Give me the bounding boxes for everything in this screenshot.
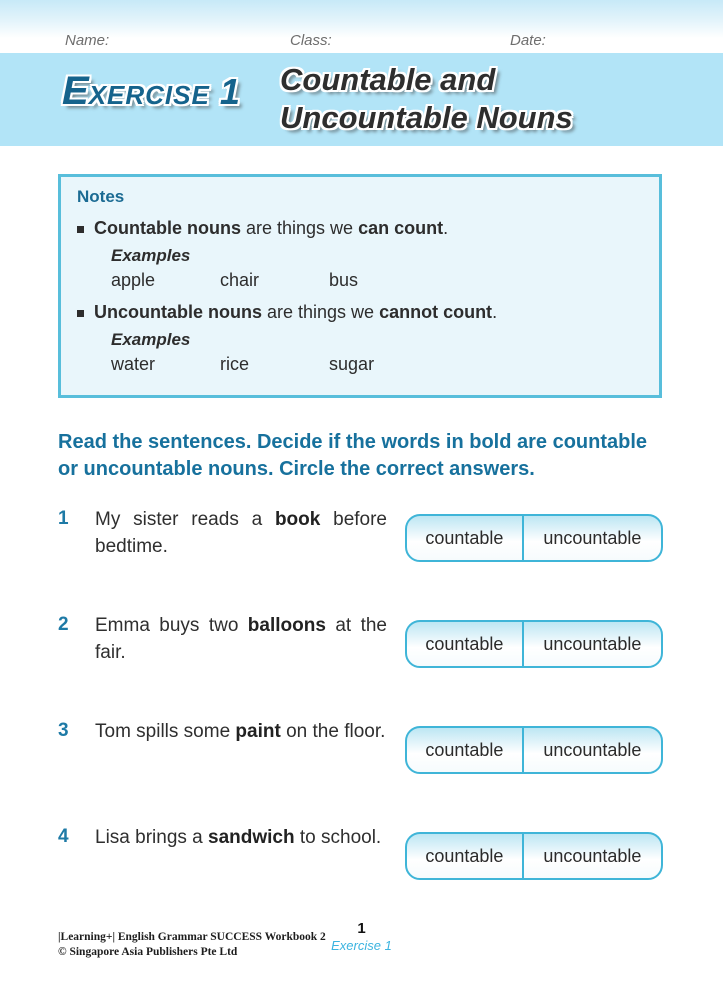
page-number: 1: [357, 920, 366, 937]
exercise-banner: [0, 53, 723, 146]
bullet-square-icon: [77, 226, 84, 233]
example-word: bus: [329, 270, 359, 290]
answer-option-countable[interactable]: countable: [407, 728, 524, 772]
examples-label: Examples: [111, 330, 191, 349]
answer-box-1: [405, 514, 663, 562]
example-word: water: [111, 354, 156, 374]
examples-row-uncountable: [111, 354, 643, 375]
note-period: .: [492, 302, 498, 322]
name-field-label: Name:: [65, 32, 110, 49]
answer-option-countable[interactable]: countable: [407, 622, 524, 666]
page-title: [280, 61, 573, 137]
bullet-square-icon: [77, 310, 84, 317]
sentence-pre: Tom spills some: [95, 721, 236, 742]
page-title-line1: Countable and: [280, 62, 496, 97]
question-sentence: [95, 718, 387, 745]
answer-option-uncountable[interactable]: uncountable: [543, 527, 642, 548]
note-lead-bold: Uncountable nouns: [94, 302, 262, 322]
exercise-tag: [62, 69, 240, 114]
answer-option-countable[interactable]: countable: [407, 834, 524, 878]
sentence-post: at the fair.: [95, 615, 387, 663]
date-field-label: Date:: [510, 32, 546, 49]
answer-option-uncountable[interactable]: uncountable: [543, 739, 642, 760]
note-tail-bold: cannot count: [379, 302, 493, 322]
question-number: 1: [58, 508, 69, 529]
question-number: 2: [58, 614, 69, 635]
sentence-post: to school.: [294, 827, 382, 848]
question-row-2: [0, 612, 723, 712]
question-sentence: [95, 506, 387, 560]
page-title-line2: Uncountable Nouns: [280, 100, 573, 135]
sentence-bold-word: paint: [235, 721, 281, 742]
answer-box-2: [405, 620, 663, 668]
answer-option-uncountable[interactable]: uncountable: [543, 633, 642, 654]
note-item-countable: [77, 218, 643, 239]
note-line: [94, 218, 448, 239]
exercise-number: 1: [219, 71, 240, 112]
answer-box-3: [405, 726, 663, 774]
question-row-3: [0, 718, 723, 818]
note-period: .: [443, 218, 449, 238]
top-header-strip: [0, 0, 723, 53]
question-sentence: [95, 612, 387, 666]
instructions-text: Read the sentences. Decide if the words in bold are countable or uncountable nouns. Circle the correct answers.: [58, 431, 648, 480]
sentence-bold-word: book: [274, 509, 321, 530]
footer-copyright: © Singapore Asia Publishers Pte Ltd: [58, 946, 238, 958]
sentence-post: before bedtime.: [95, 509, 387, 557]
footer-book-title: |Learning+| English Grammar SUCCESS Workbook 2: [58, 931, 326, 943]
footer-exercise-label: Exercise 1: [331, 938, 392, 953]
note-middle: are things we: [262, 302, 380, 322]
examples-row-countable: [111, 270, 643, 291]
answer-option-uncountable[interactable]: uncountable: [543, 845, 642, 866]
examples-label: Examples: [111, 246, 191, 265]
answer-box-4: [405, 832, 663, 880]
sentence-pre: Lisa brings a: [95, 827, 209, 848]
example-word: chair: [220, 270, 260, 290]
answer-option-countable[interactable]: countable: [407, 516, 524, 560]
question-sentence: [95, 824, 387, 851]
example-word: sugar: [329, 354, 375, 374]
sentence-bold-word: balloons: [247, 615, 326, 636]
note-middle: are things we: [241, 218, 359, 238]
class-field-label: Class:: [290, 32, 332, 49]
example-word: apple: [111, 270, 156, 290]
sentence-pre: My sister reads a: [95, 509, 275, 530]
notes-heading: Notes: [77, 187, 125, 206]
exercise-word-rest: XERCISE: [88, 80, 210, 110]
note-line: [94, 302, 497, 323]
question-row-4: [0, 824, 723, 924]
question-number: 3: [58, 720, 69, 741]
example-word: rice: [220, 354, 250, 374]
sentence-bold-word: sandwich: [208, 827, 295, 848]
question-number: 4: [58, 826, 69, 847]
question-row-1: [0, 506, 723, 606]
sentence-pre: Emma buys two: [95, 615, 248, 636]
sentence-post: on the floor.: [280, 721, 386, 742]
notes-box: [58, 174, 662, 398]
note-item-uncountable: [77, 302, 643, 323]
note-tail-bold: can count: [358, 218, 444, 238]
footer-page-block: [0, 920, 723, 953]
note-lead-bold: Countable nouns: [94, 218, 241, 238]
exercise-word-initial: E: [62, 69, 89, 113]
